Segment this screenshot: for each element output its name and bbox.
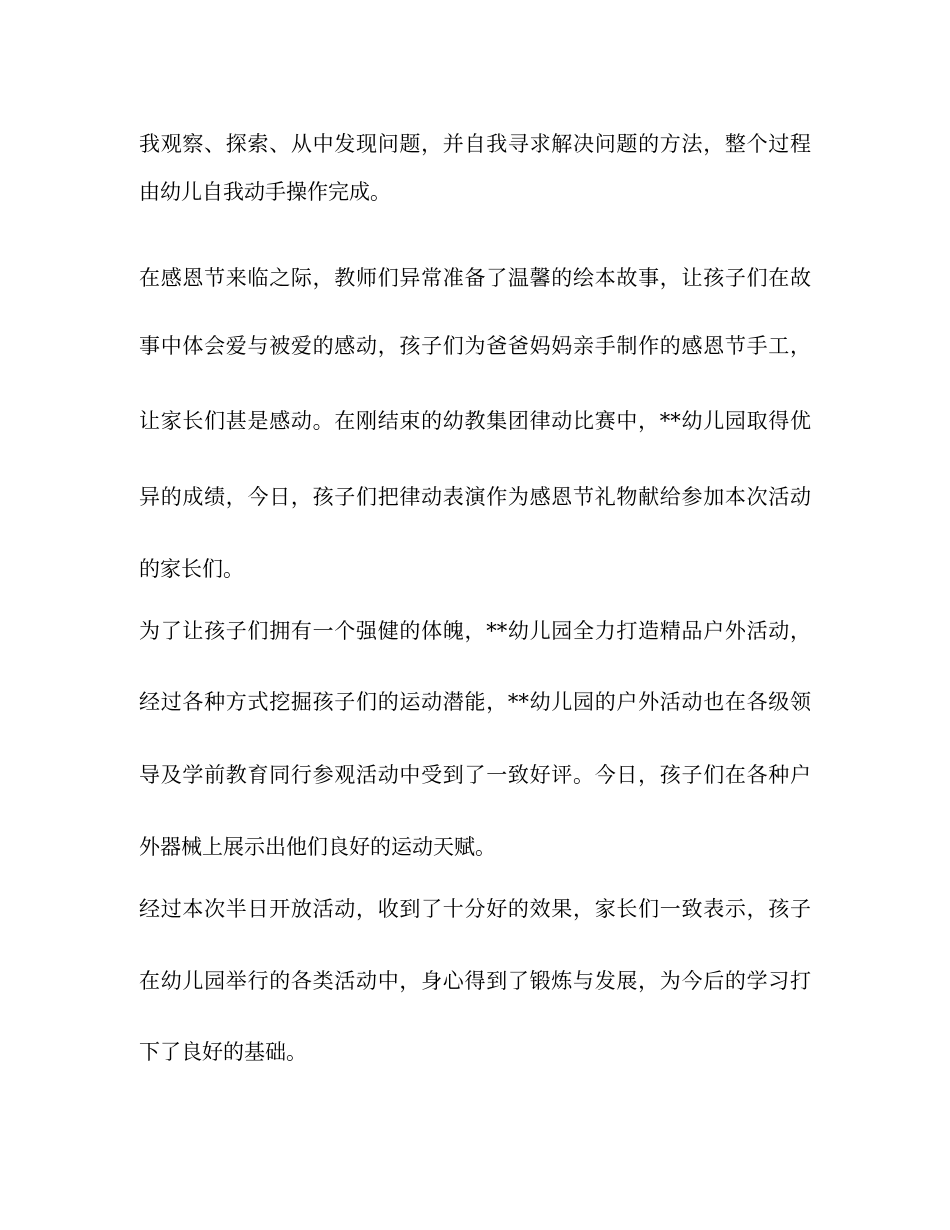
text-line: 经过本次半日开放活动，收到了十分好的效果，家长们一致表示，孩子	[139, 897, 811, 921]
text-line: 导及学前教育同行参观活动中受到了一致好评。今日，孩子们在各种户	[139, 763, 811, 787]
text-line: 在幼儿园举行的各类活动中，身心得到了锻炼与发展，为今后的学习打	[139, 969, 811, 993]
text-line: 为了让孩子们拥有一个强健的体魄，**幼儿园全力打造精品户外活动，	[139, 619, 811, 643]
text-line: 异的成绩，今日，孩子们把律动表演作为感恩节礼物献给参加本次活动	[139, 485, 811, 509]
text-line: 外器械上展示出他们良好的运动天赋。	[139, 835, 496, 859]
text-line: 我观察、探索、从中发现问题，并自我寻求解决问题的方法，整个过程	[139, 132, 811, 156]
text-line: 经过各种方式挖掘孩子们的运动潜能，**幼儿园的户外活动也在各级领	[139, 690, 811, 714]
text-line: 由幼儿自我动手操作完成。	[139, 180, 391, 204]
text-line: 的家长们。	[139, 557, 244, 581]
text-line: 下了良好的基础。	[139, 1040, 307, 1064]
text-line: 在感恩节来临之际，教师们异常准备了温馨的绘本故事，让孩子们在故	[139, 266, 811, 290]
text-line: 事中体会爱与被爱的感动，孩子们为爸爸妈妈亲手制作的感恩节手工，	[139, 334, 811, 358]
text-line: 让家长们甚是感动。在刚结束的幼教集团律动比赛中，**幼儿园取得优	[139, 409, 811, 433]
